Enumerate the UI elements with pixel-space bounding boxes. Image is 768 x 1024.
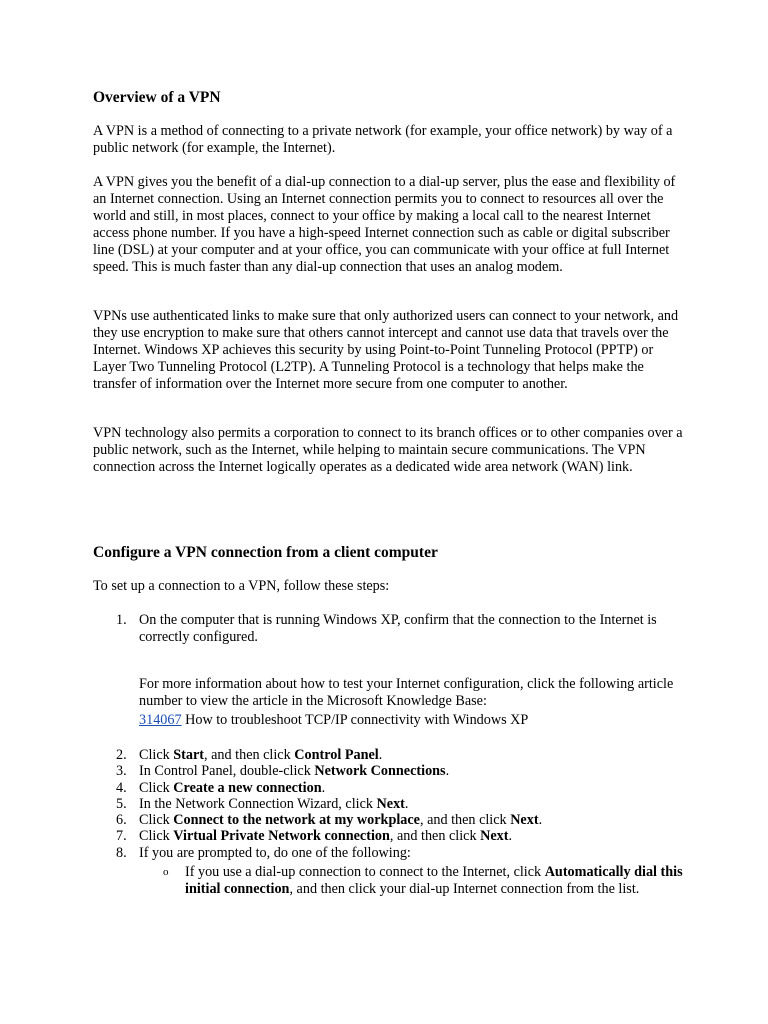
step-1	[93, 612, 683, 646]
step-number: 4.	[116, 779, 127, 796]
step-text: .	[378, 747, 383, 763]
kb-reference	[139, 712, 683, 729]
step-text: .	[321, 779, 326, 796]
ui-label-next: Next	[480, 828, 509, 845]
step-text: If you are prompted to, do one of the following:	[139, 844, 411, 861]
step-2	[93, 747, 683, 763]
substep-text: , and then click your dial-up Internet connection from the list.	[289, 881, 640, 897]
ui-label-auto-dial: Automatically dial this initial connection	[185, 864, 683, 897]
ui-label-vpn-connection: Virtual Private Network connection	[173, 828, 390, 845]
paragraph-security: VPNs use authenticated links to make sure that only authorized users can connect to your network, and they use encryption to make sure that others cannot intercept and cannot use data that travels over the Internet. Windows XP achieves this security by using Point-to-Point Tunneling Protocol (PPTP) or Layer Two Tunneling Protocol (L2TP). A Tunneling Protocol is a technology that helps make the transfer of information over the Internet more secure from one computer to another.	[93, 308, 679, 392]
step-number: 6.	[116, 812, 127, 829]
substep-dial-up	[139, 864, 683, 898]
step-text: .	[508, 828, 513, 845]
step-text: On the computer that is running Windows XP, confirm that the connection to the Internet is correctly configured.	[139, 612, 657, 645]
step-3	[93, 763, 683, 779]
paragraph-branch-offices: VPN technology also permits a corporation to connect to its branch offices or to other companies over a public network, such as the Internet, while helping to maintain secure communications. The VPN connection across the Internet logically operates as a dedicated wide area network (WAN) link.	[93, 425, 683, 475]
step-8	[93, 845, 683, 861]
step-text: In Control Panel, double-click	[139, 763, 315, 780]
kb-article-title: How to troubleshoot TCP/IP connectivity with Windows XP	[181, 712, 529, 728]
step-text: .	[404, 795, 409, 812]
ui-label-control-panel: Control Panel	[294, 747, 379, 763]
step-text: .	[538, 812, 543, 829]
step-number: 7.	[116, 828, 127, 845]
step-text: , and then click	[389, 828, 481, 845]
step-4	[93, 780, 683, 796]
step-6	[93, 812, 683, 828]
ui-label-next: Next	[510, 812, 539, 829]
kb-article-link[interactable]: 314067	[139, 712, 182, 728]
step-text: , and then click	[204, 747, 295, 763]
step-text: , and then click	[419, 812, 511, 829]
steps-list	[93, 747, 683, 861]
step-number: 3.	[116, 763, 127, 780]
ui-label-create-connection: Create a new connection	[173, 779, 322, 796]
step-number: 2.	[116, 747, 127, 763]
step-text: Click	[139, 779, 174, 796]
step-number: 5.	[116, 795, 127, 812]
ui-label-start: Start	[173, 747, 205, 763]
step-text: In the Network Connection Wizard, click	[139, 795, 377, 812]
step-text: .	[445, 763, 450, 780]
substep-text: If you use a dial-up connection to connect to the Internet, click	[185, 864, 545, 880]
ui-label-workplace: Connect to the network at my workplace	[173, 812, 420, 829]
step-7	[93, 828, 683, 844]
step-5	[93, 796, 683, 812]
step-text: Click	[139, 828, 174, 845]
ui-label-next: Next	[376, 795, 405, 812]
bullet-icon: o	[163, 866, 169, 878]
step-number: 1.	[116, 612, 127, 628]
step-number: 8.	[116, 844, 127, 861]
paragraph-benefits: A VPN gives you the benefit of a dial-up connection to a dial-up server, plus the ease and flexibility of an Internet connection. Using an Internet connection permits you to connect to resources all over the world and still, in most places, connect to your office by making a local call to the nearest Internet access phone number. If you have a high-speed Internet connection such as cable or digital subscriber line (DSL) at your computer and at your office, you can communicate with your office at full Internet speed. This is much faster than any dial-up connection that uses an analog modem.	[93, 174, 676, 275]
step-text: Click	[139, 747, 174, 763]
paragraph-definition: A VPN is a method of connecting to a private network (for example, your office network) by way of a public network (for example, the Internet).	[93, 123, 673, 156]
heading-overview: Overview of a VPN	[93, 89, 221, 106]
heading-configure: Configure a VPN connection from a client computer	[93, 544, 438, 561]
step-text: Click	[139, 812, 174, 829]
step-1-more-info: For more information about how to test your Internet configuration, click the following article number to view the article in the Microsoft Knowledge Base:	[139, 676, 674, 710]
ui-label-network-connections: Network Connections	[314, 763, 446, 780]
paragraph-steps-intro: To set up a connection to a VPN, follow these steps:	[93, 578, 390, 594]
